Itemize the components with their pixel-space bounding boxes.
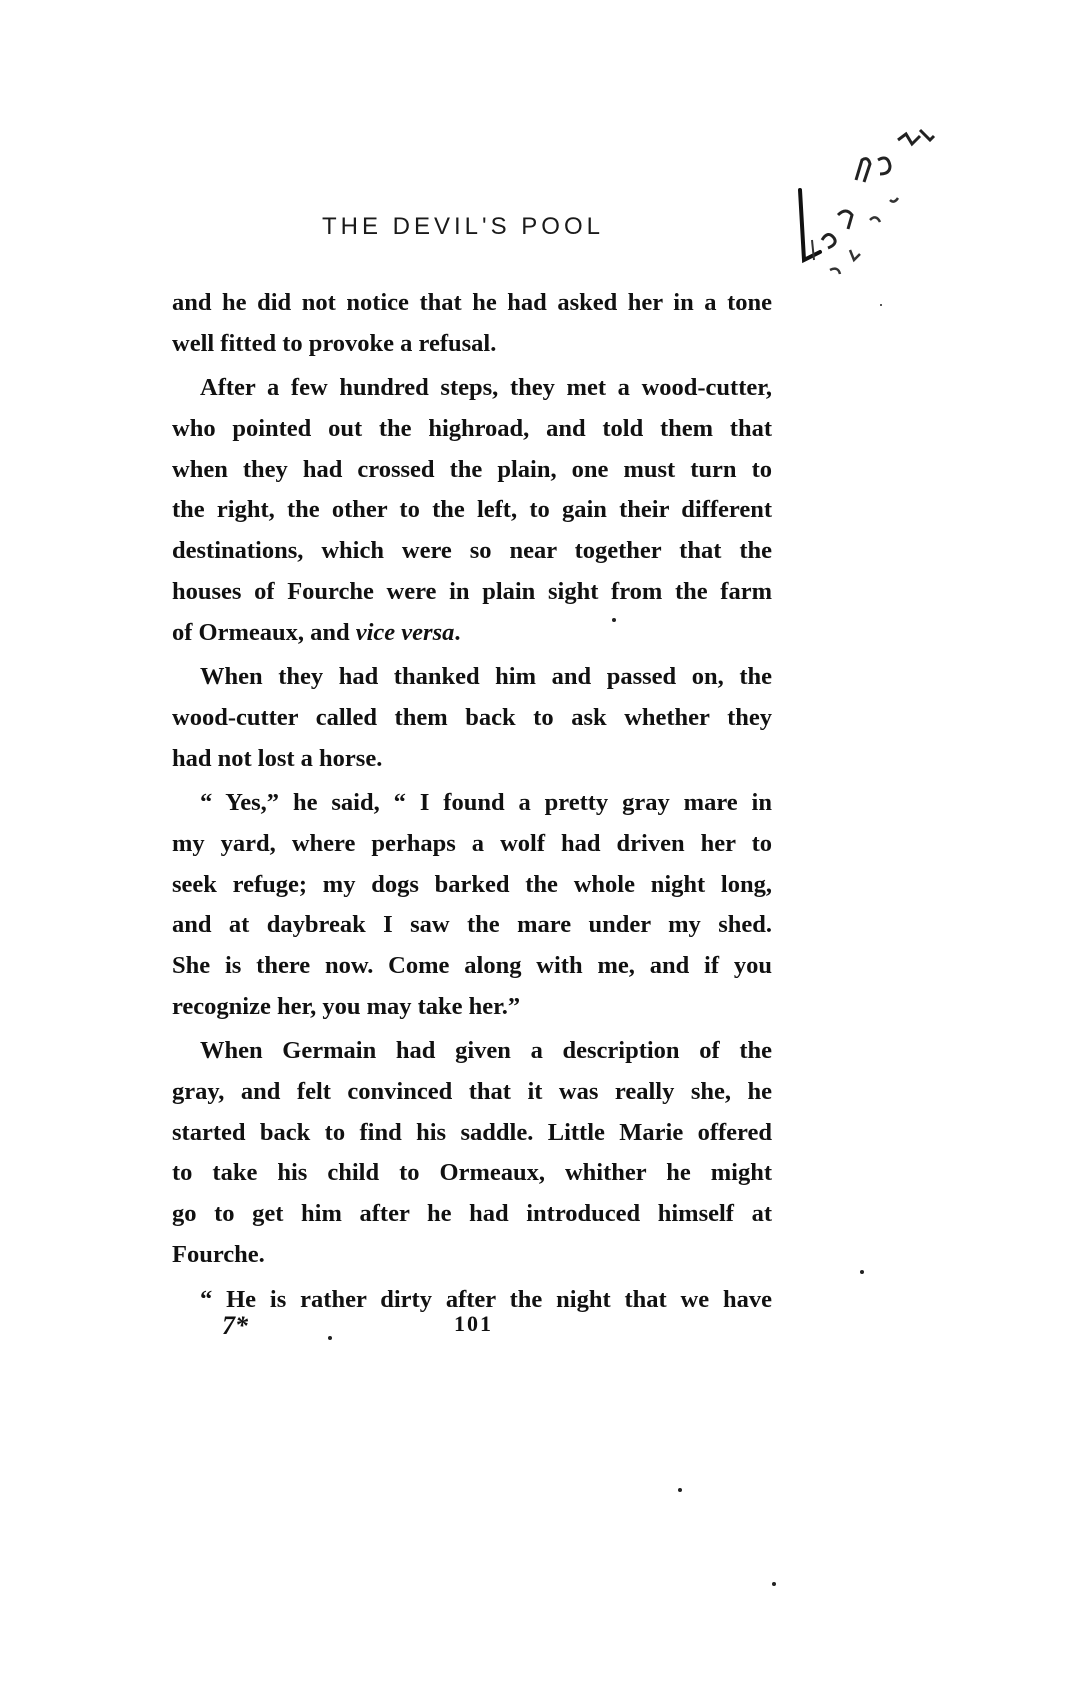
text-line: When Germain had given a description of the <box>200 1037 772 1065</box>
text-line: and he did not notice that he had asked her in a tone <box>172 289 772 316</box>
speck <box>678 1488 682 1492</box>
text-line: to take his child to Ormeaux, whither he might <box>172 1159 772 1187</box>
text-line: When they had thanked him and passed on, the <box>200 663 772 691</box>
text-line: “ Yes,” he said, “ I found a pretty gray mare in <box>200 789 772 817</box>
body-text <box>172 283 772 1320</box>
text-line: recognize her, you may take her.” <box>172 992 521 1020</box>
text-line: Fourche. <box>172 1240 265 1268</box>
text-line: seek refuge; my dogs barked the whole night long, <box>172 870 772 898</box>
speck <box>772 1582 776 1586</box>
handwritten-annotation <box>760 120 980 320</box>
text-line: when they had crossed the plain, one must turn to <box>172 455 772 483</box>
text-line <box>172 613 772 654</box>
text-line: had not lost a horse. <box>172 744 383 772</box>
text-line: my yard, where perhaps a wolf had driven her to <box>172 829 772 857</box>
text-line: gray, and felt convinced that it was really she, he <box>172 1078 772 1106</box>
text-line: who pointed out the highroad, and told them that <box>172 415 772 443</box>
text-line: houses of Fourche were in plain sight from the farm <box>172 577 772 605</box>
text-line: “ He is rather dirty after the night that we have <box>200 1285 772 1313</box>
running-head: THE DEVIL'S POOL <box>322 213 604 240</box>
text-line: wood-cutter called them back to ask whether they <box>172 703 772 731</box>
text-segment: of Ormeaux, and <box>172 618 356 646</box>
text-line: go to get him after he had introduced himself at <box>172 1200 772 1228</box>
text-line: She is there now. Come along with me, and if you <box>172 952 772 979</box>
page-number: 101 <box>454 1311 493 1336</box>
speck <box>612 618 616 622</box>
text-segment: . <box>454 618 461 646</box>
speck <box>328 1336 332 1340</box>
text-line: well fitted to provoke a refusal. <box>172 329 497 357</box>
text-line: the right, the other to the left, to gain their different <box>172 496 772 524</box>
text-line: After a few hundred steps, they met a wood-cutter, <box>200 374 772 402</box>
text-line: started back to find his saddle. Little Marie offered <box>172 1118 772 1146</box>
italic-phrase: vice versa <box>355 618 455 646</box>
signature-mark: 7* <box>222 1311 248 1340</box>
text-line: and at daybreak I saw the mare under my shed. <box>172 911 772 939</box>
text-line: destinations, which were so near together that the <box>172 537 772 565</box>
speck <box>880 304 882 306</box>
speck <box>860 1270 864 1274</box>
